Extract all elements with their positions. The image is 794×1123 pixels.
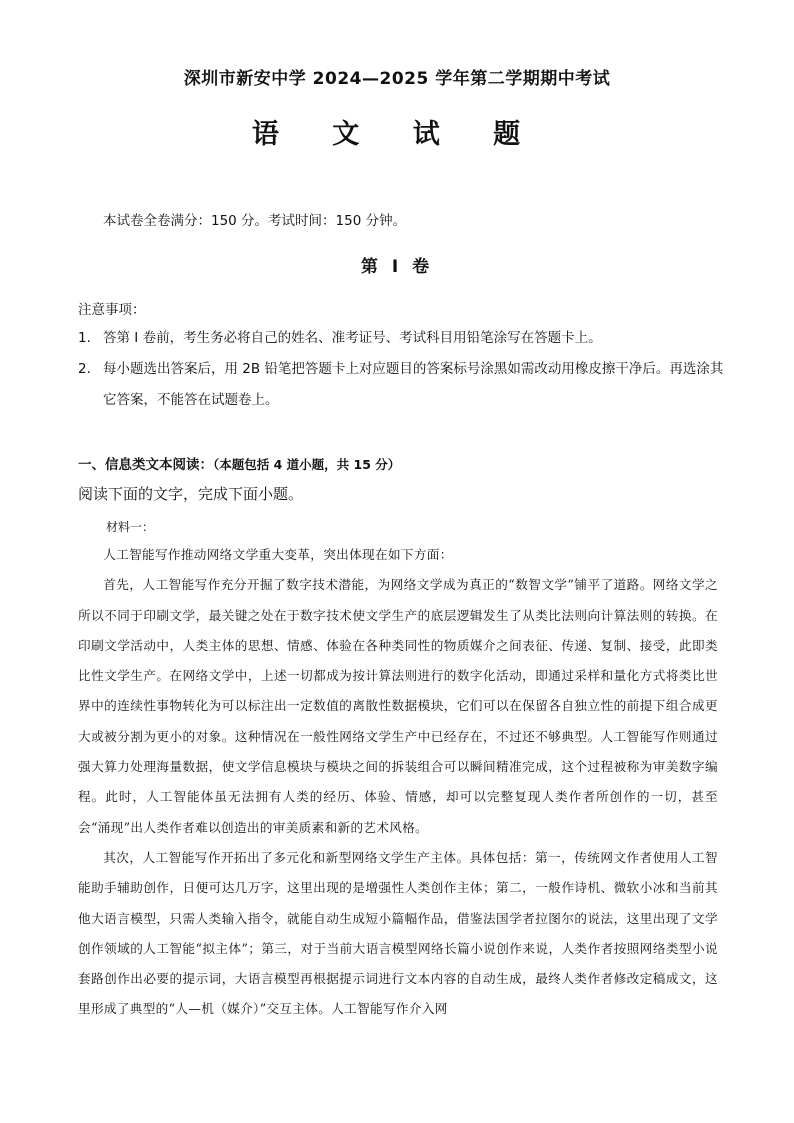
section-meta: （本题包括 4 道小题，共 15 分） (213, 457, 401, 472)
material-text (78, 540, 718, 1025)
reading-instruction: 阅读下面的文字，完成下面小题。 (78, 485, 304, 503)
material-label: 材料一： (106, 520, 155, 534)
note-text: 每小题选出答案后，用 2B 铅笔把答题卡上对应题目的答案标号涂黑如需改动用橡皮擦干净后。再选涂其它答案，不能答在试题卷上。 (103, 361, 724, 408)
paragraph: 人工智能写作推动网络文学重大变革，突出体现在如下方面： (103, 547, 453, 562)
note-number: 1. (78, 330, 91, 346)
volume-title: 第 I 卷 (360, 257, 434, 277)
note-item-1 (78, 323, 728, 354)
notes-title: 注意事项： (78, 302, 146, 318)
section-heading (78, 453, 400, 473)
paragraph: 首先，人工智能写作充分开掘了数字技术潜能，为网络文学成为真正的“数智文学”铺平了道路。网络文学之所以不同于印刷文学，最关键之处在于数字技术使文学生产的底层逻辑发生了从类比法则向计算法则的转换。在印刷文学活动中，人类主体的思想、情感、体验在各种类同性的物质媒介之间表征、传递、复制、接受，此即类比性文学生产。在网络文学中，上述一切都成为按计算法则进行的数字化活动，即通过采样和量化方式将类比世界中的连续性事物转化为可以标注出一定数值的离散性数据模块，它们可以在保留各自独立性的前提下组合成更大或被分割为更小的对象。这种情况在一般性网络文学生产中已经存在，不过还不够典型。人工智能写作则通过强大算力处理海量数据，使文学信息模块与模块之间的拆装组合可以瞬间精准完成，这个过程被称为审美数字编程。此时，人工智能体虽无法拥有人类的经历、体验、情感，却可以完整复现人类作者所创作的一切，甚至会“涌现”出人类作者难以创造出的审美质素和新的艺术风格。 (78, 577, 718, 835)
exam-info: 本试卷全卷满分：150 分。考试时间：150 分钟。 (103, 213, 407, 229)
note-number: 2. (78, 361, 91, 377)
note-item-2 (78, 354, 728, 416)
school-exam-title: 深圳市新安中学 2024—2025 学年第二学期期中考试 (183, 69, 611, 89)
paragraph: 其次，人工智能写作开拓出了多元化和新型网络文学生产主体。具体包括：第一，传统网文作者使用人工智能助手辅助创作，日便可达几万字，这里出现的是增强性人类创作主体；第二，一般作诗机、微软小冰和当前其他大语言模型，只需人类输入指令，就能自动生成短小篇幅作品，借鉴法国学者拉图尔的说法，这里出现了文学创作领域的人工智能“拟主体”；第三，对于当前大语言模型网络长篇小说创作来说，人类作者按照网络类型小说套路创作出必要的提示词，大语言模型再根据提示词进行文本内容的自动生成，最终人类作者修改定稿成文，这里形成了典型的“人—机（媒介）”交互主体。人工智能写作介入网 (78, 849, 718, 1017)
note-text: 答第 I 卷前，考生务必将自己的姓名、准考证号、考试科目用铅笔涂写在答题卡上。 (103, 330, 602, 346)
subject-title: 语 文 试 题 (251, 119, 543, 150)
section-title: 一、信息类文本阅读： (78, 457, 213, 473)
